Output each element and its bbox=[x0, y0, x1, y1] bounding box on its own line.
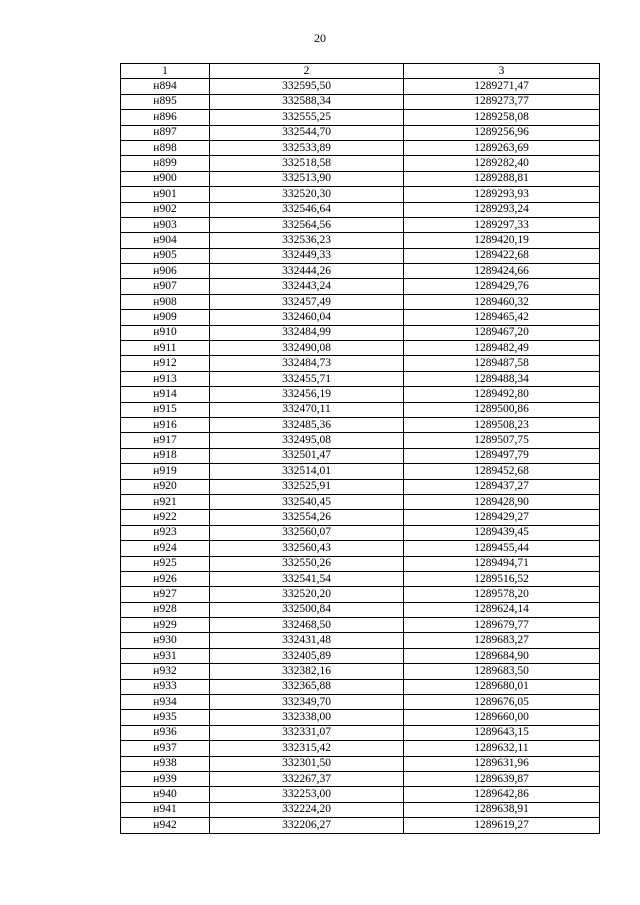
x-coordinate-cell: 332267,37 bbox=[210, 771, 404, 786]
table-row bbox=[121, 633, 600, 648]
table-row bbox=[121, 710, 600, 725]
table-row bbox=[121, 556, 600, 571]
point-id-cell: н934 bbox=[121, 695, 210, 710]
y-coordinate-cell: 1289297,33 bbox=[404, 217, 600, 232]
point-id-cell: н931 bbox=[121, 648, 210, 663]
table-header-row bbox=[121, 64, 600, 79]
y-coordinate-cell: 1289631,96 bbox=[404, 756, 600, 771]
x-coordinate-cell: 332431,48 bbox=[210, 633, 404, 648]
y-coordinate-cell: 1289482,49 bbox=[404, 341, 600, 356]
point-id-cell: н912 bbox=[121, 356, 210, 371]
y-coordinate-cell: 1289455,44 bbox=[404, 541, 600, 556]
y-coordinate-cell: 1289642,86 bbox=[404, 787, 600, 802]
x-coordinate-cell: 332470,11 bbox=[210, 402, 404, 417]
x-coordinate-cell: 332513,90 bbox=[210, 171, 404, 186]
point-id-cell: н916 bbox=[121, 417, 210, 432]
table-row bbox=[121, 371, 600, 386]
y-coordinate-cell: 1289437,27 bbox=[404, 479, 600, 494]
y-coordinate-cell: 1289497,79 bbox=[404, 448, 600, 463]
y-coordinate-cell: 1289465,42 bbox=[404, 310, 600, 325]
x-coordinate-cell: 332365,88 bbox=[210, 679, 404, 694]
table-row bbox=[121, 217, 600, 232]
y-coordinate-cell: 1289679,77 bbox=[404, 618, 600, 633]
point-id-cell: н922 bbox=[121, 510, 210, 525]
x-coordinate-cell: 332456,19 bbox=[210, 387, 404, 402]
y-coordinate-cell: 1289422,68 bbox=[404, 248, 600, 263]
table-row bbox=[121, 494, 600, 509]
y-coordinate-cell: 1289282,40 bbox=[404, 156, 600, 171]
x-coordinate-cell: 332520,20 bbox=[210, 587, 404, 602]
x-coordinate-cell: 332349,70 bbox=[210, 695, 404, 710]
point-id-cell: н923 bbox=[121, 525, 210, 540]
table-row bbox=[121, 171, 600, 186]
table-row bbox=[121, 787, 600, 802]
column-header-3: 3 bbox=[404, 64, 600, 79]
y-coordinate-cell: 1289639,87 bbox=[404, 771, 600, 786]
x-coordinate-cell: 332536,23 bbox=[210, 233, 404, 248]
y-coordinate-cell: 1289516,52 bbox=[404, 571, 600, 586]
table-row bbox=[121, 310, 600, 325]
x-coordinate-cell: 332253,00 bbox=[210, 787, 404, 802]
point-id-cell: н900 bbox=[121, 171, 210, 186]
point-id-cell: н933 bbox=[121, 679, 210, 694]
point-id-cell: н927 bbox=[121, 587, 210, 602]
table-row bbox=[121, 479, 600, 494]
x-coordinate-cell: 332444,26 bbox=[210, 264, 404, 279]
y-coordinate-cell: 1289494,71 bbox=[404, 556, 600, 571]
y-coordinate-cell: 1289624,14 bbox=[404, 602, 600, 617]
coordinates-table bbox=[120, 63, 600, 834]
table-row bbox=[121, 664, 600, 679]
y-coordinate-cell: 1289488,34 bbox=[404, 371, 600, 386]
point-id-cell: н939 bbox=[121, 771, 210, 786]
point-id-cell: н898 bbox=[121, 140, 210, 155]
x-coordinate-cell: 332560,07 bbox=[210, 525, 404, 540]
y-coordinate-cell: 1289487,58 bbox=[404, 356, 600, 371]
y-coordinate-cell: 1289508,23 bbox=[404, 417, 600, 432]
y-coordinate-cell: 1289293,24 bbox=[404, 202, 600, 217]
table-row bbox=[121, 417, 600, 432]
point-id-cell: н917 bbox=[121, 433, 210, 448]
point-id-cell: н918 bbox=[121, 448, 210, 463]
table-row bbox=[121, 264, 600, 279]
x-coordinate-cell: 332564,56 bbox=[210, 217, 404, 232]
y-coordinate-cell: 1289428,90 bbox=[404, 494, 600, 509]
table-row bbox=[121, 294, 600, 309]
table-row bbox=[121, 464, 600, 479]
y-coordinate-cell: 1289632,11 bbox=[404, 741, 600, 756]
table-row bbox=[121, 187, 600, 202]
table-row bbox=[121, 356, 600, 371]
table-row bbox=[121, 818, 600, 833]
point-id-cell: н936 bbox=[121, 725, 210, 740]
point-id-cell: н937 bbox=[121, 741, 210, 756]
y-coordinate-cell: 1289643,15 bbox=[404, 725, 600, 740]
table-row bbox=[121, 541, 600, 556]
point-id-cell: н903 bbox=[121, 217, 210, 232]
y-coordinate-cell: 1289680,01 bbox=[404, 679, 600, 694]
table-row bbox=[121, 402, 600, 417]
x-coordinate-cell: 332550,26 bbox=[210, 556, 404, 571]
point-id-cell: н899 bbox=[121, 156, 210, 171]
y-coordinate-cell: 1289619,27 bbox=[404, 818, 600, 833]
y-coordinate-cell: 1289660,00 bbox=[404, 710, 600, 725]
x-coordinate-cell: 332315,42 bbox=[210, 741, 404, 756]
table-row bbox=[121, 94, 600, 109]
x-coordinate-cell: 332331,07 bbox=[210, 725, 404, 740]
table-row bbox=[121, 156, 600, 171]
point-id-cell: н921 bbox=[121, 494, 210, 509]
table-row bbox=[121, 325, 600, 340]
point-id-cell: н902 bbox=[121, 202, 210, 217]
point-id-cell: н940 bbox=[121, 787, 210, 802]
table-row bbox=[121, 648, 600, 663]
point-id-cell: н895 bbox=[121, 94, 210, 109]
point-id-cell: н932 bbox=[121, 664, 210, 679]
y-coordinate-cell: 1289288,81 bbox=[404, 171, 600, 186]
x-coordinate-cell: 332206,27 bbox=[210, 818, 404, 833]
y-coordinate-cell: 1289452,68 bbox=[404, 464, 600, 479]
x-coordinate-cell: 332468,50 bbox=[210, 618, 404, 633]
column-header-2: 2 bbox=[210, 64, 404, 79]
x-coordinate-cell: 332554,26 bbox=[210, 510, 404, 525]
y-coordinate-cell: 1289293,93 bbox=[404, 187, 600, 202]
point-id-cell: н896 bbox=[121, 110, 210, 125]
point-id-cell: н894 bbox=[121, 79, 210, 94]
table-row bbox=[121, 695, 600, 710]
point-id-cell: н941 bbox=[121, 802, 210, 817]
table-row bbox=[121, 79, 600, 94]
x-coordinate-cell: 332405,89 bbox=[210, 648, 404, 663]
point-id-cell: н908 bbox=[121, 294, 210, 309]
y-coordinate-cell: 1289429,76 bbox=[404, 279, 600, 294]
x-coordinate-cell: 332541,54 bbox=[210, 571, 404, 586]
point-id-cell: н926 bbox=[121, 571, 210, 586]
point-id-cell: н909 bbox=[121, 310, 210, 325]
point-id-cell: н913 bbox=[121, 371, 210, 386]
x-coordinate-cell: 332457,49 bbox=[210, 294, 404, 309]
point-id-cell: н914 bbox=[121, 387, 210, 402]
x-coordinate-cell: 332555,25 bbox=[210, 110, 404, 125]
y-coordinate-cell: 1289507,75 bbox=[404, 433, 600, 448]
x-coordinate-cell: 332301,50 bbox=[210, 756, 404, 771]
x-coordinate-cell: 332484,99 bbox=[210, 325, 404, 340]
table-row bbox=[121, 448, 600, 463]
table-row bbox=[121, 725, 600, 740]
y-coordinate-cell: 1289256,96 bbox=[404, 125, 600, 140]
table-row bbox=[121, 202, 600, 217]
point-id-cell: н942 bbox=[121, 818, 210, 833]
table-row bbox=[121, 110, 600, 125]
table-body bbox=[121, 79, 600, 833]
y-coordinate-cell: 1289271,47 bbox=[404, 79, 600, 94]
x-coordinate-cell: 332560,43 bbox=[210, 541, 404, 556]
point-id-cell: н924 bbox=[121, 541, 210, 556]
point-id-cell: н905 bbox=[121, 248, 210, 263]
point-id-cell: н919 bbox=[121, 464, 210, 479]
table-row bbox=[121, 741, 600, 756]
x-coordinate-cell: 332449,33 bbox=[210, 248, 404, 263]
x-coordinate-cell: 332490,08 bbox=[210, 341, 404, 356]
x-coordinate-cell: 332495,08 bbox=[210, 433, 404, 448]
table-row bbox=[121, 525, 600, 540]
x-coordinate-cell: 332533,89 bbox=[210, 140, 404, 155]
table-row bbox=[121, 679, 600, 694]
table-row bbox=[121, 571, 600, 586]
table-row bbox=[121, 756, 600, 771]
y-coordinate-cell: 1289258,08 bbox=[404, 110, 600, 125]
y-coordinate-cell: 1289429,27 bbox=[404, 510, 600, 525]
x-coordinate-cell: 332460,04 bbox=[210, 310, 404, 325]
y-coordinate-cell: 1289683,50 bbox=[404, 664, 600, 679]
point-id-cell: н911 bbox=[121, 341, 210, 356]
x-coordinate-cell: 332518,58 bbox=[210, 156, 404, 171]
y-coordinate-cell: 1289263,69 bbox=[404, 140, 600, 155]
y-coordinate-cell: 1289424,66 bbox=[404, 264, 600, 279]
table-row bbox=[121, 140, 600, 155]
x-coordinate-cell: 332484,73 bbox=[210, 356, 404, 371]
point-id-cell: н907 bbox=[121, 279, 210, 294]
table-row bbox=[121, 279, 600, 294]
x-coordinate-cell: 332224,20 bbox=[210, 802, 404, 817]
page-number: 20 bbox=[314, 31, 326, 45]
table-row bbox=[121, 341, 600, 356]
table-row bbox=[121, 233, 600, 248]
table-row bbox=[121, 510, 600, 525]
x-coordinate-cell: 332540,45 bbox=[210, 494, 404, 509]
point-id-cell: н904 bbox=[121, 233, 210, 248]
point-id-cell: н928 bbox=[121, 602, 210, 617]
table-row bbox=[121, 618, 600, 633]
table-row bbox=[121, 387, 600, 402]
y-coordinate-cell: 1289684,90 bbox=[404, 648, 600, 663]
y-coordinate-cell: 1289420,19 bbox=[404, 233, 600, 248]
point-id-cell: н901 bbox=[121, 187, 210, 202]
table-row bbox=[121, 587, 600, 602]
x-coordinate-cell: 332588,34 bbox=[210, 94, 404, 109]
y-coordinate-cell: 1289676,05 bbox=[404, 695, 600, 710]
x-coordinate-cell: 332500,84 bbox=[210, 602, 404, 617]
y-coordinate-cell: 1289460,32 bbox=[404, 294, 600, 309]
y-coordinate-cell: 1289273,77 bbox=[404, 94, 600, 109]
table-row bbox=[121, 433, 600, 448]
y-coordinate-cell: 1289439,45 bbox=[404, 525, 600, 540]
x-coordinate-cell: 332455,71 bbox=[210, 371, 404, 386]
y-coordinate-cell: 1289578,20 bbox=[404, 587, 600, 602]
x-coordinate-cell: 332382,16 bbox=[210, 664, 404, 679]
x-coordinate-cell: 332485,36 bbox=[210, 417, 404, 432]
y-coordinate-cell: 1289683,27 bbox=[404, 633, 600, 648]
y-coordinate-cell: 1289467,20 bbox=[404, 325, 600, 340]
point-id-cell: н929 bbox=[121, 618, 210, 633]
table-row bbox=[121, 248, 600, 263]
x-coordinate-cell: 332514,01 bbox=[210, 464, 404, 479]
y-coordinate-cell: 1289492,80 bbox=[404, 387, 600, 402]
table-row bbox=[121, 802, 600, 817]
x-coordinate-cell: 332525,91 bbox=[210, 479, 404, 494]
point-id-cell: н930 bbox=[121, 633, 210, 648]
x-coordinate-cell: 332443,24 bbox=[210, 279, 404, 294]
column-header-1: 1 bbox=[121, 64, 210, 79]
x-coordinate-cell: 332595,50 bbox=[210, 79, 404, 94]
point-id-cell: н906 bbox=[121, 264, 210, 279]
point-id-cell: н920 bbox=[121, 479, 210, 494]
x-coordinate-cell: 332546,64 bbox=[210, 202, 404, 217]
x-coordinate-cell: 332544,70 bbox=[210, 125, 404, 140]
x-coordinate-cell: 332520,30 bbox=[210, 187, 404, 202]
point-id-cell: н897 bbox=[121, 125, 210, 140]
point-id-cell: н910 bbox=[121, 325, 210, 340]
x-coordinate-cell: 332338,00 bbox=[210, 710, 404, 725]
y-coordinate-cell: 1289638,91 bbox=[404, 802, 600, 817]
point-id-cell: н938 bbox=[121, 756, 210, 771]
table-row bbox=[121, 602, 600, 617]
table-row bbox=[121, 125, 600, 140]
y-coordinate-cell: 1289500,86 bbox=[404, 402, 600, 417]
point-id-cell: н915 bbox=[121, 402, 210, 417]
table-row bbox=[121, 771, 600, 786]
x-coordinate-cell: 332501,47 bbox=[210, 448, 404, 463]
point-id-cell: н935 bbox=[121, 710, 210, 725]
point-id-cell: н925 bbox=[121, 556, 210, 571]
